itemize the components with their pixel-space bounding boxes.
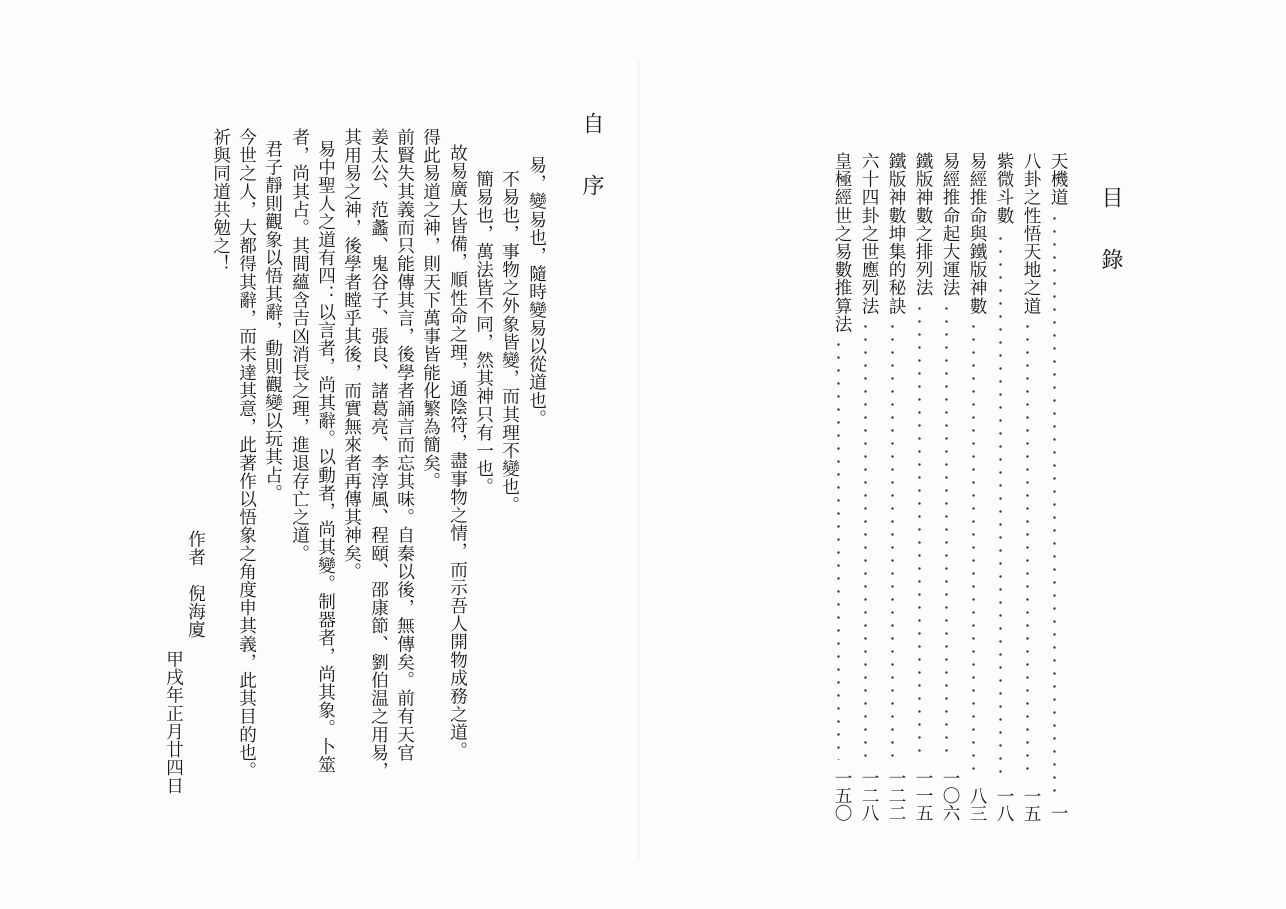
preface-line: 姜太公、范蠡、鬼谷子、張良、諸葛亮、李淳風、程頤、邵康節、劉伯温之用易， (368, 128, 389, 780)
toc-entry[interactable] (909, 152, 931, 822)
toc-leader-dots (945, 302, 948, 760)
toc-entry-title: 易經推命起大運法 (940, 152, 960, 297)
preface-line: 不易也，事物之外象皆變，而其理不變也。 (499, 170, 520, 514)
preface-page (0, 0, 640, 909)
toc-leader-dots (918, 302, 921, 760)
toc-entry[interactable] (1017, 152, 1039, 822)
toc-entry-title: 天機道 (1048, 152, 1068, 207)
preface-line: 得此易道之神，則天下萬事皆能化繁為簡矣。 (420, 128, 441, 490)
preface-line: 前賢失其義而只能傳其言，後學者誦言而忘其味。自秦以後，無傳矣。前有天官 (394, 128, 415, 762)
toc-entry-page: 一 (1048, 804, 1068, 822)
preface-line: 祈與同道共勉之！ (210, 128, 231, 273)
toc-entry-title: 易經推命與鐵版神數 (967, 152, 987, 315)
preface-line: 其用易之神，後學者瞠乎其後，而實無來者再傳其神矣。 (341, 128, 362, 581)
preface-line: 者，尚其占。其間蘊含吉凶消長之理，進退存亡之道。 (289, 128, 310, 563)
toc-leader-dots (837, 338, 840, 760)
toc-leader-dots (972, 320, 975, 778)
toc-leader-dots (1026, 320, 1029, 778)
preface-line: 君子靜則觀象以悟其辭，動則觀變以玩其占。 (262, 140, 283, 502)
toc-entry-title: 八卦之性悟天地之道 (1021, 152, 1041, 315)
preface-date: 甲戌年正月廿四日 (163, 650, 184, 795)
toc-entry[interactable] (990, 152, 1012, 822)
toc-entry-page: 一二八 (859, 769, 879, 822)
toc-entry-page: 八三 (967, 786, 987, 822)
toc-entry[interactable] (963, 152, 985, 822)
toc-entry-title: 皇極經世之易數推算法 (832, 152, 852, 333)
preface-line: 故易廣大皆備，順性命之理，通陰符，盡事物之情，而示吾人開物成務之道。 (447, 144, 468, 760)
toc-entry-title: 紫微斗數 (994, 152, 1014, 225)
toc-entry[interactable] (882, 152, 904, 822)
toc-entry[interactable] (936, 152, 958, 822)
toc-leader-dots (1053, 212, 1056, 798)
toc-leader-dots (864, 320, 867, 760)
preface-line: 易中聖人之道有四：以言者，尚其辭。以動者，尚其變。制器者，尚其象。卜筮 (315, 140, 336, 774)
preface-line: 簡易也，萬法皆不同，然其神只有一也。 (473, 170, 494, 496)
contents-page (640, 0, 1286, 909)
toc-entry-page: 一〇六 (940, 769, 960, 822)
toc-entry-title: 六十四卦之世應列法 (859, 152, 879, 315)
preface-author: 作者 倪海廈 (185, 530, 206, 639)
toc-entry-page: 一五 (1021, 786, 1041, 822)
toc-leader-dots (999, 232, 1002, 778)
toc-entry-page: 一一五 (913, 769, 933, 822)
preface-line: 今世之人，大都得其辭，而未達其意，此著作以悟象之角度申其義，此其目的也。 (236, 128, 257, 780)
toc-entry-title: 鐵版神數坤集的秘訣 (886, 152, 906, 315)
contents-heading: 目錄 (1098, 186, 1123, 310)
toc-entry-page: 一二二 (886, 769, 906, 822)
preface-line: 易，變易也，隨時變易以從道也。 (526, 156, 547, 428)
toc-entry[interactable] (1044, 152, 1066, 822)
preface-heading: 自序 (579, 112, 604, 236)
toc-entry[interactable] (828, 152, 850, 822)
toc-entry-page: 一八 (994, 786, 1014, 822)
toc-entry[interactable] (855, 152, 877, 822)
toc-entry-page: 一五〇 (832, 769, 852, 822)
toc-entry-title: 鐵版神數之排列法 (913, 152, 933, 297)
toc-leader-dots (891, 320, 894, 760)
